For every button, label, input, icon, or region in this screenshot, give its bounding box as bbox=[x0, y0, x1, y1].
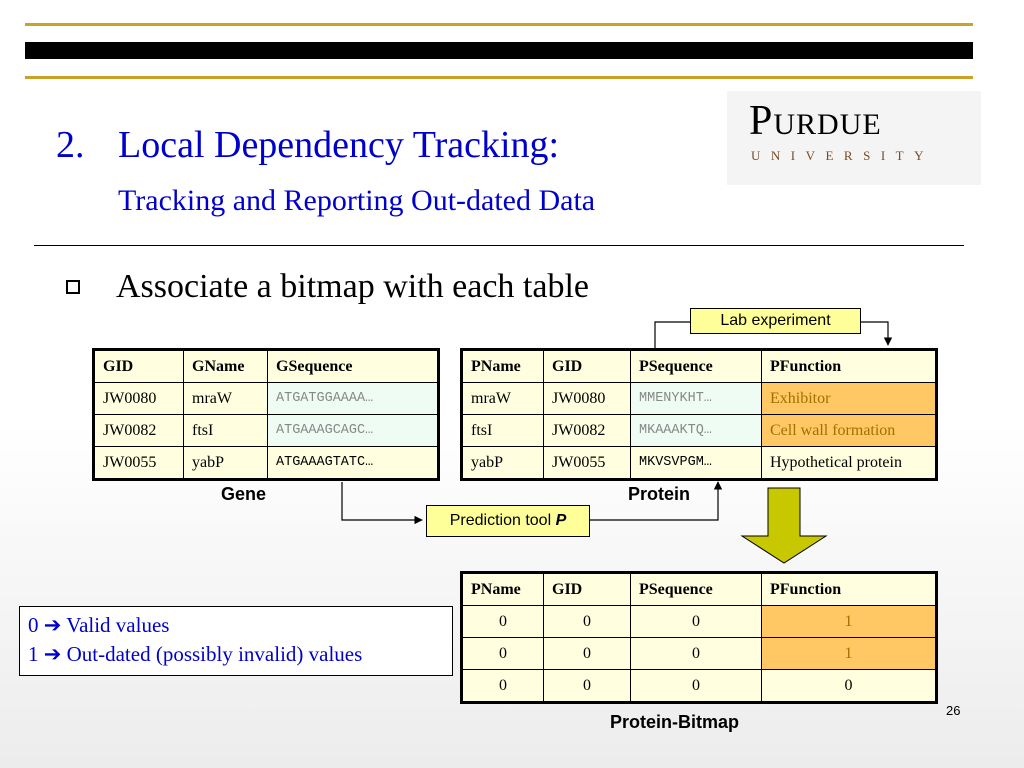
table-header-row bbox=[462, 573, 937, 606]
protein-cell: MMENYKHT… bbox=[631, 383, 762, 415]
title-number: 2. bbox=[56, 124, 85, 166]
right-arrow-icon: ➔ bbox=[43, 613, 62, 637]
table-header-row bbox=[94, 350, 439, 383]
table-row bbox=[462, 415, 937, 447]
bullet-text: Associate a bitmap with each table bbox=[116, 268, 589, 305]
legend-line-valid bbox=[28, 611, 452, 640]
protein-header-pname: PName bbox=[462, 350, 544, 383]
gene-header-gname: GName bbox=[184, 350, 268, 383]
lab-experiment-connector-left bbox=[655, 322, 690, 350]
gene-caption: Gene bbox=[221, 484, 267, 504]
legend-value-1: 1 bbox=[28, 642, 39, 666]
prediction-tool-p: P bbox=[555, 512, 567, 529]
bitmap-header-pname: PName bbox=[462, 573, 544, 606]
protein-header-psequence: PSequence bbox=[631, 350, 762, 383]
bitmap-header-pfunction: PFunction bbox=[762, 573, 937, 606]
bitmap-cell: 0 bbox=[544, 670, 631, 703]
protein-cell: MKVSVPGM… bbox=[631, 447, 762, 480]
protein-cell: MKAAAKTQ… bbox=[631, 415, 762, 447]
table-header-row bbox=[462, 350, 937, 383]
table-row bbox=[94, 415, 439, 447]
protein-header-gid: GID bbox=[544, 350, 631, 383]
protein-cell: mraW bbox=[462, 383, 544, 415]
gene-cell: ATGAAAGTATC… bbox=[268, 447, 439, 480]
gene-to-tool-arrow bbox=[342, 482, 422, 520]
bitmap-legend bbox=[19, 606, 453, 676]
legend-line-outdated bbox=[28, 640, 452, 669]
protein-caption: Protein bbox=[628, 484, 691, 504]
prediction-tool-label: Prediction tool bbox=[449, 512, 556, 529]
protein-cell: ftsI bbox=[462, 415, 544, 447]
bitmap-cell: 0 bbox=[631, 638, 762, 670]
bitmap-cell: 1 bbox=[762, 606, 937, 638]
legend-value-0: 0 bbox=[28, 613, 39, 637]
gene-cell: ATGATGGAAAA… bbox=[268, 383, 439, 415]
protein-table bbox=[460, 348, 938, 481]
gene-cell: JW0082 bbox=[94, 415, 184, 447]
bitmap-cell: 1 bbox=[762, 638, 937, 670]
right-arrow-icon: ➔ bbox=[43, 642, 62, 666]
page-number: 26 bbox=[946, 703, 961, 718]
table-row bbox=[462, 638, 937, 670]
bitmap-cell: 0 bbox=[762, 670, 937, 703]
protein-cell: yabP bbox=[462, 447, 544, 480]
bitmap-cell: 0 bbox=[631, 606, 762, 638]
bitmap-cell: 0 bbox=[462, 670, 544, 703]
protein-cell: JW0055 bbox=[544, 447, 631, 480]
protein-header-pfunction: PFunction bbox=[762, 350, 937, 383]
bitmap-header-gid: GID bbox=[544, 573, 631, 606]
bitmap-cell: 0 bbox=[544, 606, 631, 638]
table-row bbox=[462, 447, 937, 480]
prediction-tool-box bbox=[426, 505, 590, 537]
lab-experiment-box: Lab experiment bbox=[690, 308, 861, 334]
bitmap-cell: 0 bbox=[631, 670, 762, 703]
gene-cell: yabP bbox=[184, 447, 268, 480]
slide-subtitle: Tracking and Reporting Out-dated Data bbox=[118, 184, 596, 217]
logo-wordmark: PURDUE bbox=[749, 98, 882, 144]
gene-header-gsequence: GSequence bbox=[268, 350, 439, 383]
gene-cell: mraW bbox=[184, 383, 268, 415]
gene-cell: JW0055 bbox=[94, 447, 184, 480]
protein-cell: JW0082 bbox=[544, 415, 631, 447]
protein-cell: JW0080 bbox=[544, 383, 631, 415]
table-row bbox=[462, 606, 937, 638]
protein-bitmap-table bbox=[460, 571, 938, 704]
lab-experiment-connector-right bbox=[861, 322, 888, 345]
protein-cell: Cell wall formation bbox=[762, 415, 937, 447]
protein-cell: Hypothetical protein bbox=[762, 447, 937, 480]
bitmap-header-psequence: PSequence bbox=[631, 573, 762, 606]
gene-cell: ftsI bbox=[184, 415, 268, 447]
legend-text-outdated: Out-dated (possibly invalid) values bbox=[66, 642, 363, 666]
table-row bbox=[462, 670, 937, 703]
table-row bbox=[462, 383, 937, 415]
table-row bbox=[94, 447, 439, 480]
bitmap-cell: 0 bbox=[544, 638, 631, 670]
bitmap-cell: 0 bbox=[462, 606, 544, 638]
bitmap-cell: 0 bbox=[462, 638, 544, 670]
protein-bitmap-caption: Protein-Bitmap bbox=[610, 712, 740, 732]
table-row bbox=[94, 383, 439, 415]
gene-cell: JW0080 bbox=[94, 383, 184, 415]
big-down-arrow-icon bbox=[742, 488, 826, 563]
legend-text-valid: Valid values bbox=[66, 613, 170, 637]
logo-subtitle: UNIVERSITY bbox=[751, 148, 934, 163]
gene-header-gid: GID bbox=[94, 350, 184, 383]
gene-table bbox=[92, 348, 440, 481]
gene-cell: ATGAAAGCAGC… bbox=[268, 415, 439, 447]
slide-title: Local Dependency Tracking: bbox=[118, 124, 560, 166]
protein-cell: Exhibitor bbox=[762, 383, 937, 415]
